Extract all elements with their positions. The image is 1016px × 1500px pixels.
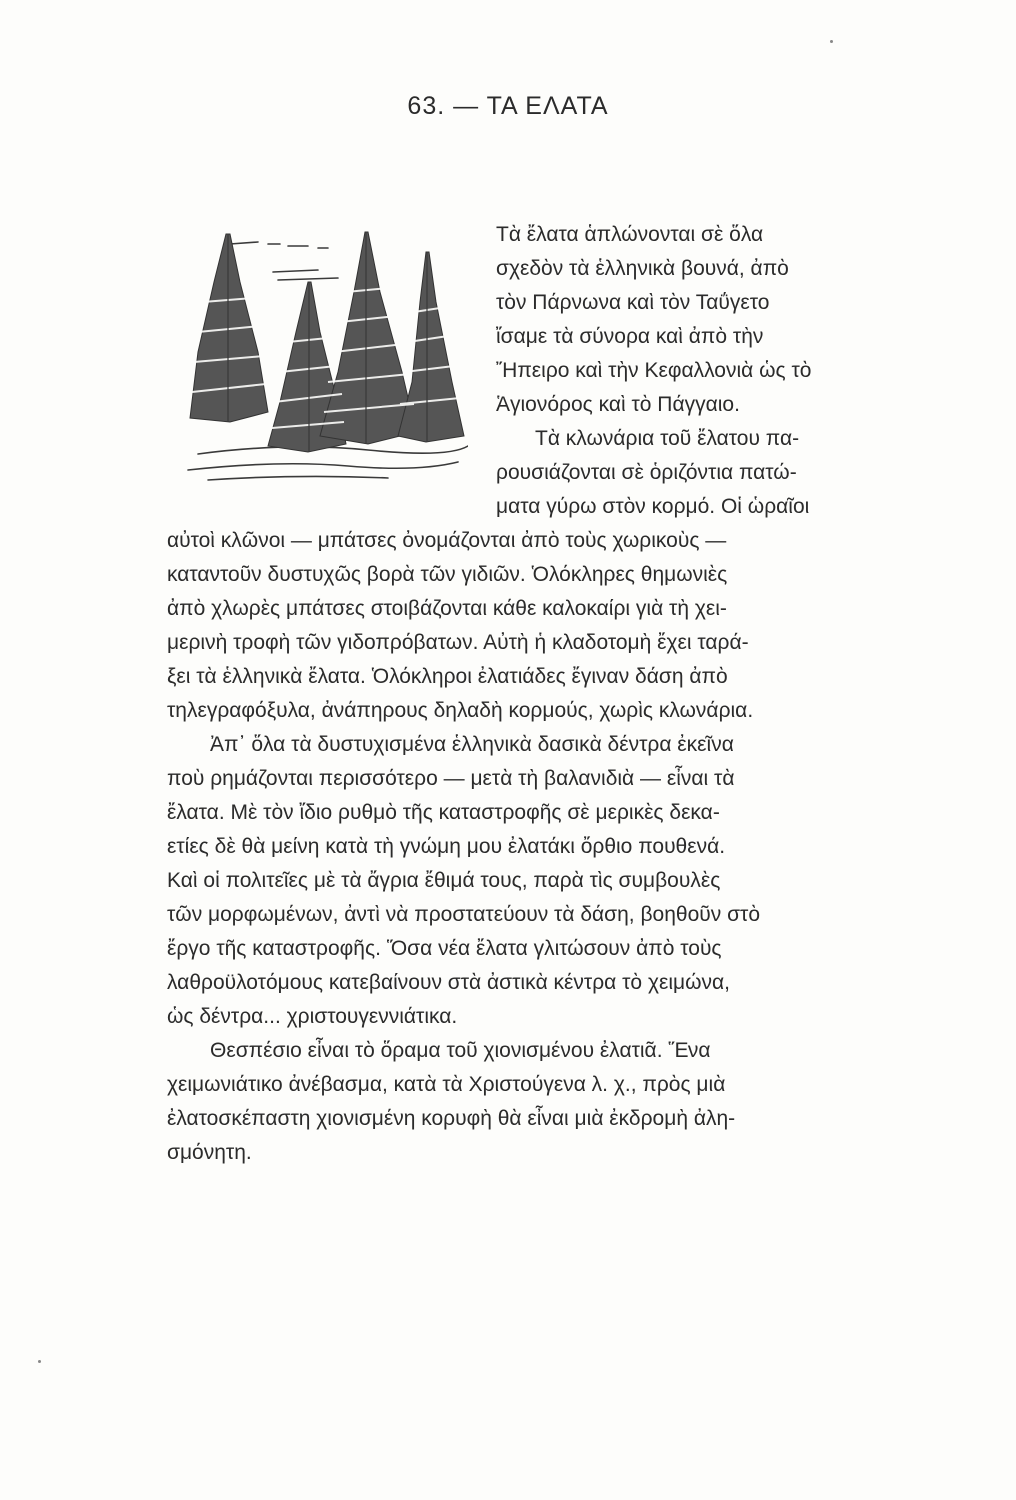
text-line: Καὶ οἱ πολιτεῖες μὲ τὰ ἄγρια ἔθιμά τους, παρὰ τὶς συμβουλὲς (167, 869, 721, 892)
text-line: Ἁγιονόρος καὶ τὸ Πάγγαιο. (496, 393, 740, 416)
text-line: ἴσαμε τὰ σύνορα καὶ ἀπὸ τὴν (496, 325, 764, 348)
text-line: Τὰ ἔλατα ἁπλώνονται σὲ ὅλα (496, 223, 764, 246)
text-line: Τὰ κλωνάρια τοῦ ἔλατου πα- (535, 427, 800, 450)
text-line: χειμωνιάτικο ἀνέβασμα, κατὰ τὰ Χριστούγενα λ. χ., πρὸς μιὰ (167, 1073, 726, 1096)
text-line: τηλεγραφόξυλα, ἀνάπηρους δηλαδὴ κορμούς, χωρὶς κλωνάρια. (167, 699, 754, 722)
text-line: ματα γύρω στὸν κορμό. Οἱ ὡραῖοι (496, 495, 810, 518)
text-line: λαθροϋλοτόμους κατεβαίνουν στὰ ἀστικὰ κέντρα τὸ χειμώνα, (167, 971, 730, 994)
text-line: ἐλατοσκέπαστη χιονισμένη κορυφὴ θὰ εἶναι μιὰ ἐκδρομὴ ἀλη- (167, 1107, 736, 1130)
page-title: 63. — ΤΑ ΕΛΑΤΑ (407, 92, 609, 120)
text-line: ποὺ ρημάζονται περισσότερο — μετὰ τὴ βαλανιδιὰ — εἶναι τὰ (167, 767, 735, 790)
text-line: καταντοῦν δυστυχῶς βορὰ τῶν γιδιῶν. Ὁλόκληρες θημωνιὲς (167, 563, 728, 586)
text-line: ετίες δὲ θὰ μείνη κατὰ τὴ γνώμη μου ἐλατάκι ὄρθιο πουθενά. (167, 835, 726, 858)
text-line: αὐτοὶ κλῶνοι — μπάτσες ὀνομάζονται ἀπὸ τοὺς χωρικοὺς — (167, 529, 727, 552)
paper-speck (830, 40, 833, 43)
text-line: σμόνητη. (167, 1141, 252, 1164)
fir-trees-illustration (168, 222, 468, 490)
text-line: Θεσπέσιο εἶναι τὸ ὅραμα τοῦ χιονισμένου ἐλατιᾶ. Ἕνα (210, 1039, 711, 1062)
text-line: τῶν μορφωμένων, ἀντὶ νὰ προστατεύουν τὰ δάση, βοηθοῦν στὸ (167, 903, 761, 926)
text-line: ἀπὸ χλωρὲς μπάτσες στοιβάζονται κάθε καλοκαίρι γιὰ τὴ χει- (167, 597, 727, 620)
text-line: ἔργο τῆς καταστροφῆς. Ὅσα νέα ἔλατα γλιτώσουν ἀπὸ τοὺς (167, 937, 722, 960)
text-line: ὡς δέντρα... χριστουγεννιάτικα. (167, 1005, 458, 1028)
text-line: Ἤπειρο καὶ τὴν Κεφαλλονιὰ ὡς τὸ (496, 359, 812, 382)
text-line: τὸν Πάρνωνα καὶ τὸν Ταΰγετο (496, 291, 770, 314)
text-line: μερινὴ τροφὴ τῶν γιδοπρόβατων. Αὐτὴ ἡ κλαδοτομὴ ἔχει ταρά- (167, 631, 749, 654)
paper-speck (38, 1360, 41, 1363)
text-line: ρουσιάζονται σὲ ὁριζόντια πατώ- (496, 461, 797, 484)
text-line: ξει τὰ ἑλληνικὰ ἔλατα. Ὁλόκληροι ἐλατιάδες ἔγιναν δάση ἀπὸ (167, 665, 728, 688)
text-line: Ἀπ᾿ ὅλα τὰ δυστυχισμένα ἑλληνικὰ δασικὰ δέντρα ἐκεῖνα (210, 733, 734, 756)
text-line: σχεδὸν τὰ ἑλληνικὰ βουνά, ἀπὸ (496, 257, 789, 280)
text-line: ἔλατα. Μὲ τὸν ἴδιο ρυθμὸ τῆς καταστροφῆς σὲ μερικὲς δεκα- (167, 801, 720, 824)
